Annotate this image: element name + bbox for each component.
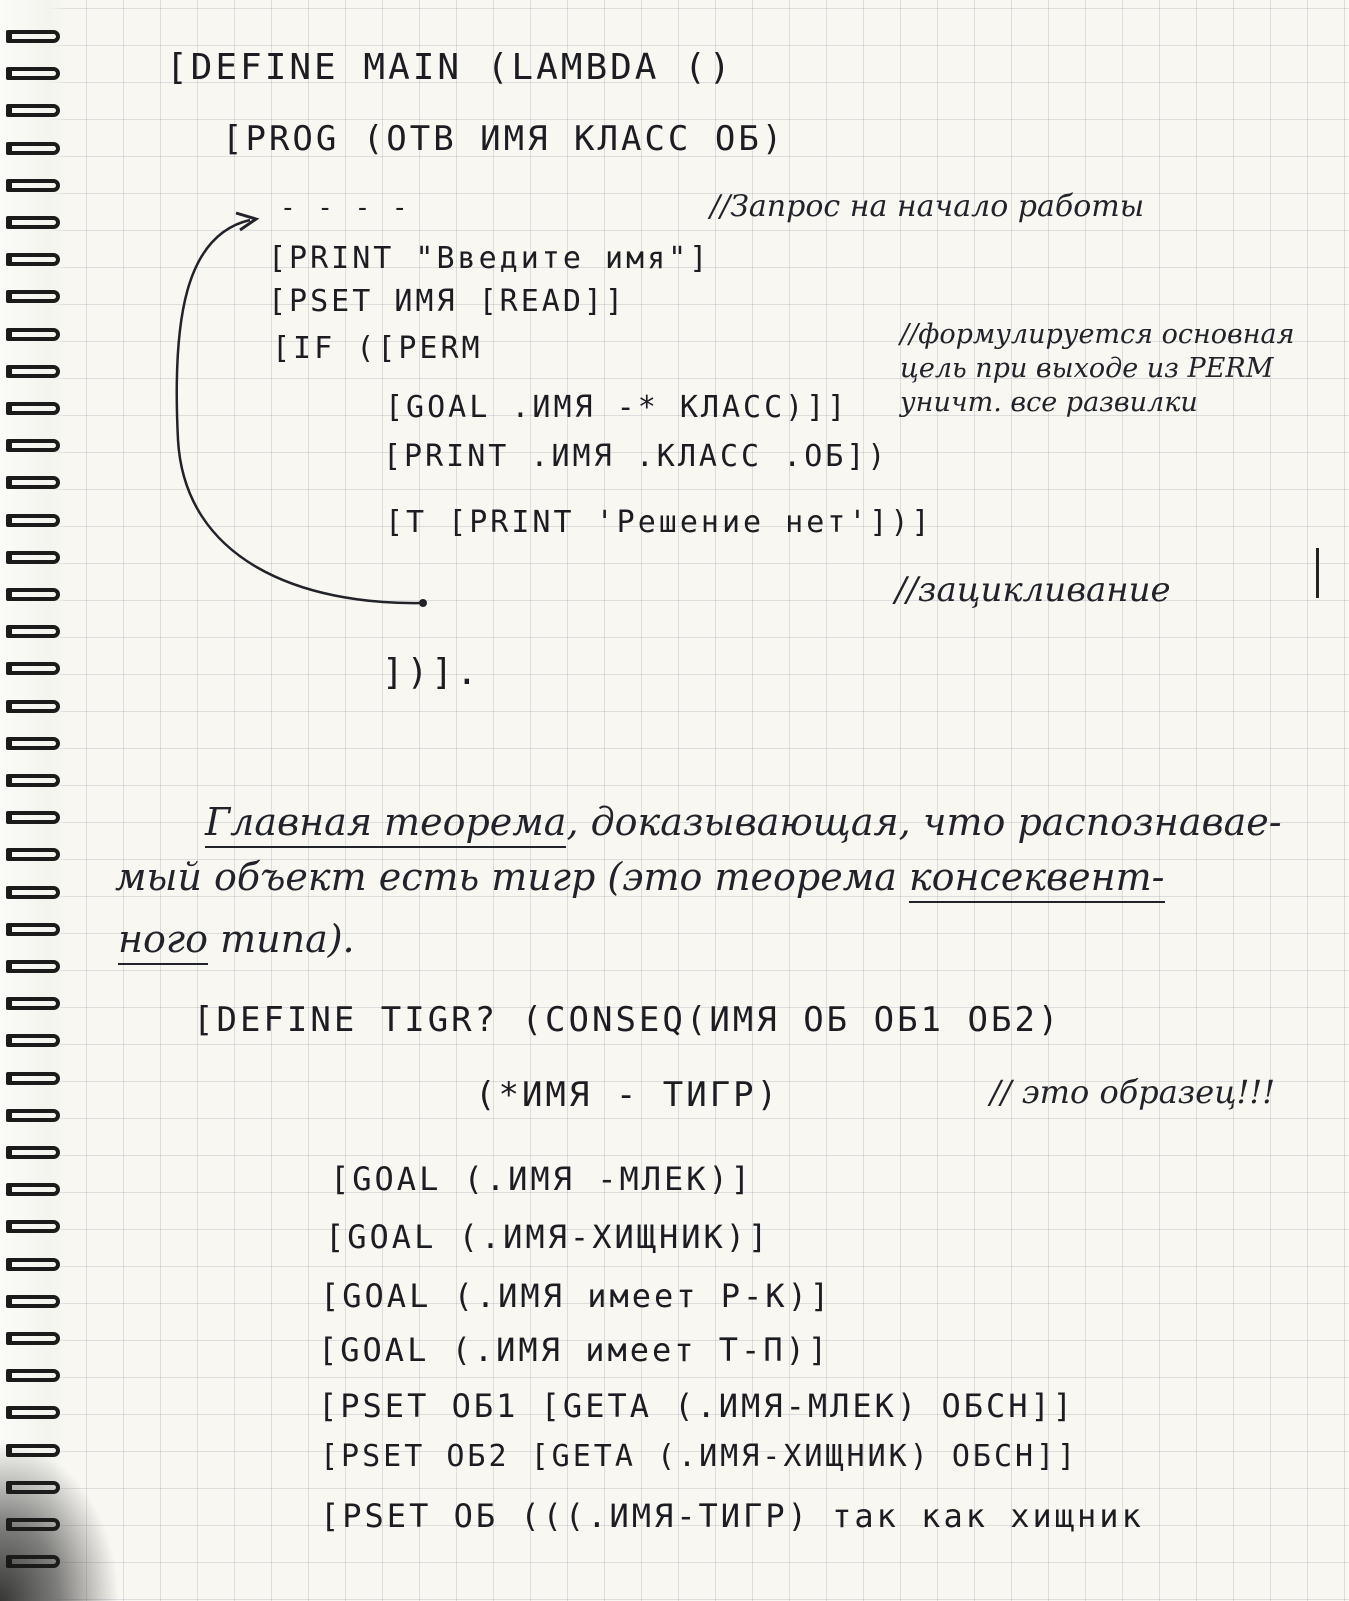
code-line-goal-1: [GOAL (.ИМЯ -МЛЕК)] [330, 1160, 754, 1198]
code-line-define-main: [DEFINE MAIN (LAMBDA () [166, 47, 734, 88]
comment-goal: //формулируется основная цель при выходе из PERM уничт. все развилки [900, 319, 1295, 418]
theorem-title: Главная теорема [205, 800, 566, 848]
comment-loop: //зацикливание [895, 570, 1171, 610]
theorem-line-3-rest: типа). [220, 917, 355, 961]
theorem-line-2-start: мый объект есть тигр (это теорема [115, 855, 897, 899]
code-line-pset-name: [PSET ИМЯ [READ]] [268, 284, 627, 319]
code-line-pset-1: [PSET ОБ1 [GETA (.ИМЯ-МЛЕК) ОБСН]] [318, 1387, 1076, 1425]
code-line-prog: [PROG (ОТВ ИМЯ КЛАСС ОБ) [222, 119, 786, 159]
theorem-line-3-underlined: ного [118, 917, 208, 965]
code-line-pset-2: [PSET ОБ2 [GETA (.ИМЯ-ХИЩНИК) ОБСН]] [320, 1439, 1079, 1474]
comment-sample: // это образец!!! [990, 1073, 1276, 1111]
code-line-print-prompt: [PRINT "Введите имя"] [268, 241, 711, 276]
code-line-close: ])]. [382, 652, 481, 693]
code-line-t-print: [T [PRINT 'Решение нет'])] [385, 505, 933, 540]
code-line-print-result: [PRINT .ИМЯ .КЛАСС .ОБ]) [383, 439, 889, 474]
comment-query: //Запрос на начало работы [710, 189, 1145, 224]
theorem-line-2 [115, 855, 1165, 899]
code-line-pattern: (*ИМЯ - ТИГР) [475, 1075, 781, 1115]
code-line-if: [IF ([PERM [272, 331, 483, 366]
theorem-line-1-rest: , доказывающая, что распознавае- [566, 800, 1282, 844]
code-line-goal-2: [GOAL (.ИМЯ-ХИЩНИК)] [325, 1218, 771, 1256]
theorem-line-1 [205, 800, 1282, 844]
code-line-goal-4: [GOAL (.ИМЯ имеет Т-П)] [318, 1331, 831, 1369]
ellipsis: - - - - [280, 193, 411, 223]
theorem-consequent-word: консеквент- [909, 855, 1165, 903]
code-line-goal: [GOAL .ИМЯ -* КЛАСС)]] [385, 390, 849, 425]
code-line-pset-3: [PSET ОБ (((.ИМЯ-ТИГР) так как хищник [320, 1497, 1144, 1535]
theorem-line-3 [118, 917, 355, 961]
code-line-define-tigr: [DEFINE TIGR? (CONSEQ(ИМЯ ОБ ОБ1 ОБ2) [193, 1000, 1062, 1040]
code-line-goal-3: [GOAL (.ИМЯ имеет Р-К)] [320, 1277, 833, 1315]
